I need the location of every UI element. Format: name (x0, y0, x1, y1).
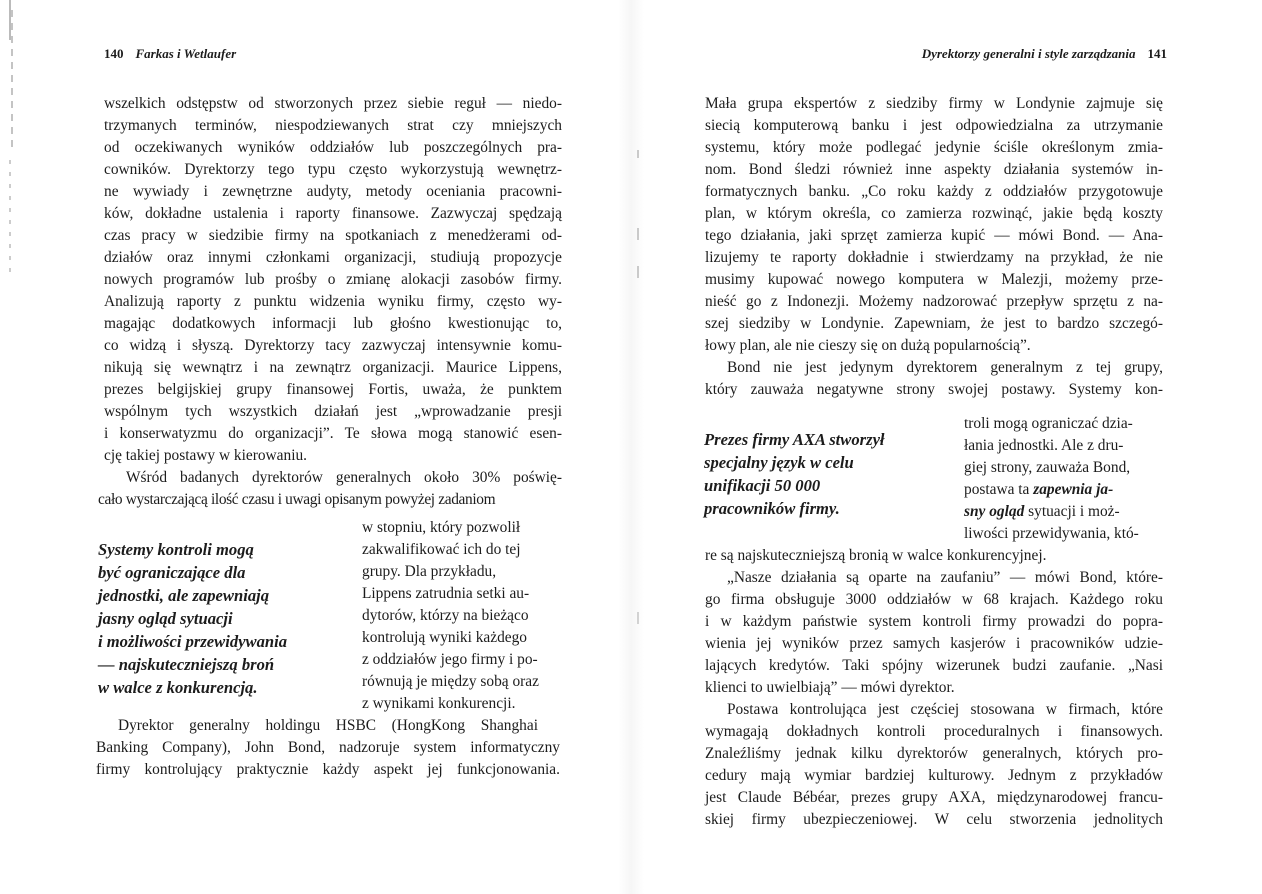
wrap-line: troli mogą ograniczać dzia- (964, 415, 1133, 432)
right-page-number: 141 (1147, 46, 1167, 61)
body-line: siecią komputerową banku i jest odpowiedzialna za utrzymanie (705, 117, 1163, 134)
right-wrap-column (964, 413, 1164, 545)
body-line: nom. Bond śledzi również inne aspekty działania systemów in- (705, 161, 1163, 178)
body-line: nikują się wewnątrz i na zewnątrz organizacji. Maurice Lippens, (104, 359, 562, 376)
left-body-text-a (98, 93, 562, 511)
body-line: re są najskuteczniejszą bronią w walce konkurencyjnej. (705, 547, 1047, 564)
body-line: lizujemy te raporty dokładnie i stwierdzamy na przykład, że nie (705, 249, 1163, 266)
wrap-line: równują je między sobą oraz (362, 673, 539, 690)
body-line: od oczekiwanych wyników oddziałów lub poszczególnych pra- (104, 139, 562, 156)
pull-quote-line: Prezes firmy AXA stworzył (704, 430, 885, 449)
pull-quote-line: w walce z konkurencją. (98, 678, 258, 697)
pull-quote-line: specjalny język w celu (704, 453, 854, 472)
body-line: Wśród badanych dyrektorów generalnych około 30% poświę- (126, 469, 562, 486)
wrap-line (964, 501, 1164, 523)
body-line: wszelkich odstępstw od stworzonych przez siebie reguł — niedo- (104, 95, 562, 112)
body-line: Mała grupa ekspertów z siedziby firmy w Londynie zajmuje się (705, 95, 1163, 112)
body-line: Banking Company), John Bond, nadzoruje system informatyczny (96, 739, 560, 756)
right-running-title: Dyrektorzy generalni i style zarządzania (921, 46, 1136, 61)
wrap-line: dytorów, którzy na bieżąco (362, 607, 529, 624)
body-line: i w każdym państwie system kontroli firmy prowadzi do popra- (705, 613, 1163, 630)
body-line: czas pracy w siedzibie firmy na spotkaniach z menedżerami od- (104, 227, 562, 244)
pull-quote-line: — najskuteczniejszą broń (98, 655, 275, 674)
body-line: cję takiej postawy w kierowaniu. (104, 447, 308, 464)
body-line: go firma obsługuje 3000 oddziałów w 68 krajach. Każdego roku (705, 591, 1163, 608)
wrap-line: kontrolują wyniki każdego (362, 629, 527, 646)
wrap-line: z wynikami konkurencji. (362, 695, 516, 712)
left-page-number: 140 (104, 46, 124, 61)
pull-quote-line: i możliwości przewidywania (98, 632, 288, 651)
body-line: trzymanych terminów, niespodziewanych strat czy mniejszych (104, 117, 562, 134)
pull-quote-line: Systemy kontroli mogą (98, 540, 254, 559)
body-line: jest Claude Bébéar, prezes grupy AXA, międzynarodowej francu- (705, 789, 1163, 806)
wrap-line: liwości przewidywania, któ- (964, 525, 1139, 542)
body-line: formatycznych banku. „Co roku każdy z oddziałów przygotowuje (705, 183, 1163, 200)
pull-quote-line: jednostki, ale zapewniają (98, 586, 270, 605)
body-line: klienci to uwielbiają” — mówi dyrektor. (705, 679, 955, 696)
body-line: Dyrektor generalny holdingu HSBC (HongKong Shanghai (118, 717, 538, 734)
right-pull-quote (704, 428, 944, 520)
body-line: Analizują raporty z punktu widzenia wyniku firmy, często wy- (104, 293, 562, 310)
body-line: cowników. Dyrektorzy tego typu często wykorzystują wewnętrz- (104, 161, 562, 178)
body-line: wienia jej wyników przez samych kasjerów i pracowników udzie- (705, 635, 1163, 652)
wrap-emphasis: zapewnia ja- (1033, 481, 1114, 498)
wrap-line-text: postawa ta (964, 481, 1030, 498)
body-line: cało wystarczającą ilość czasu i uwagi opisanym powyżej zadaniom (98, 491, 496, 508)
left-pull-quote (98, 538, 348, 699)
body-line: Znaleźliśmy jednak kilku dyrektorów generalnych, których pro- (705, 745, 1163, 762)
wrap-line: z oddziałów jego firmy i po- (362, 651, 538, 668)
body-line: Postawa kontrolująca jest częściej stosowana w firmach, które (727, 701, 1163, 718)
wrap-line: łania jednostki. Ale z dru- (964, 437, 1124, 454)
body-line: Bond nie jest jedynym dyrektorem generalnym z tej grupy, (727, 359, 1163, 376)
right-body-text-b (705, 545, 1163, 831)
body-line: tego działania, jaki sprzęt zamierza kupić — mówi Bond. — Ana- (705, 227, 1163, 244)
body-line: musimy kupować nowego komputera w Malezji, możemy prze- (705, 271, 1163, 288)
pull-quote-line: pracowników firmy. (704, 499, 840, 518)
body-line: prezes belgijskiej grupy finansowej Fortis, uważa, że punktem (104, 381, 562, 398)
pull-quote-line: być ograniczające dla (98, 563, 246, 582)
body-line: firmy kontrolujący praktycznie każdy aspekt jej funkcjonowania. (96, 761, 560, 778)
pull-quote-line: unifikacji 50 000 (704, 476, 821, 495)
body-line: działów oraz innymi członkami organizacji, studiują propozycje (104, 249, 562, 266)
body-line: plan, w którym określa, co zamierza rozwinąć, jakie będą koszty (705, 205, 1163, 222)
body-line: który zauważa negatywne strony swojej postawy. Systemy kon- (705, 381, 1163, 398)
body-line: i konserwatyzmu do organizacji”. Te słowa mogą stanowić esen- (104, 425, 562, 442)
body-line: ków, dokładne ustalenia i raporty finansowe. Zazwyczaj spędzają (104, 205, 562, 222)
left-running-head (104, 46, 236, 62)
body-line: skiej firmy ubezpieczeniowej. W celu stworzenia jednolitych (705, 811, 1163, 828)
body-line: nieść go z Indonezji. Możemy nadzorować przepływ sprzętu z na- (705, 293, 1163, 310)
wrap-line: w stopniu, który pozwolił (362, 519, 521, 536)
body-line: łowy plan, ale nie cieszy się on dużą popularnością”. (705, 337, 1031, 354)
body-line: co widzą i słyszą. Dyrektorzy tacy zazwyczaj intensywnie komu- (104, 337, 562, 354)
left-wrap-column (362, 517, 562, 715)
wrap-line: zakwalifikować ich do tej (362, 541, 521, 558)
left-body-text-b (96, 715, 560, 781)
right-page (631, 0, 1262, 894)
right-running-head (922, 46, 1167, 62)
body-line: magając dodatkowych informacji lub głośno kwestionując to, (104, 315, 562, 332)
left-running-title: Farkas i Wetlaufer (135, 46, 237, 61)
body-line: systemu, który może podlegać jedynie ściśle określonym zmia- (705, 139, 1163, 156)
right-body-text-a (705, 93, 1163, 401)
wrap-line: grupy. Dla przykładu, (362, 563, 497, 580)
wrap-line-text: sytuacji i moż- (1028, 503, 1120, 520)
pull-quote-line: jasny ogląd sytuacji (98, 609, 233, 628)
wrap-line: giej strony, zauważa Bond, (964, 459, 1131, 476)
body-line: cedury mają wymiar bardziej kulturowy. Jednym z przykładów (705, 767, 1163, 784)
body-line: „Nasze działania są oparte na zaufaniu” — mówi Bond, które- (727, 569, 1163, 586)
body-line: wymagają dokładnych kontroli proceduralnych i finansowych. (705, 723, 1163, 740)
body-line: lających kredytów. Taki spójny wizerunek budzi zaufanie. „Nasi (705, 657, 1163, 674)
wrap-line: Lippens zatrudnia setki au- (362, 585, 530, 602)
wrap-emphasis: sny ogląd (964, 503, 1025, 520)
body-line: ne wywiady i zewnętrzne audyty, metody oceniania pracowni- (104, 183, 562, 200)
body-line: nowych programów lub prośby o zmianę alokacji zasobów firmy. (104, 271, 562, 288)
body-line: wspólnym tych wszystkich działań jest „wprowadzanie presji (104, 403, 562, 420)
wrap-line (964, 479, 1164, 501)
body-line: szej siedziby w Londynie. Zapewniam, że jest to bardzo szczegó- (705, 315, 1163, 332)
